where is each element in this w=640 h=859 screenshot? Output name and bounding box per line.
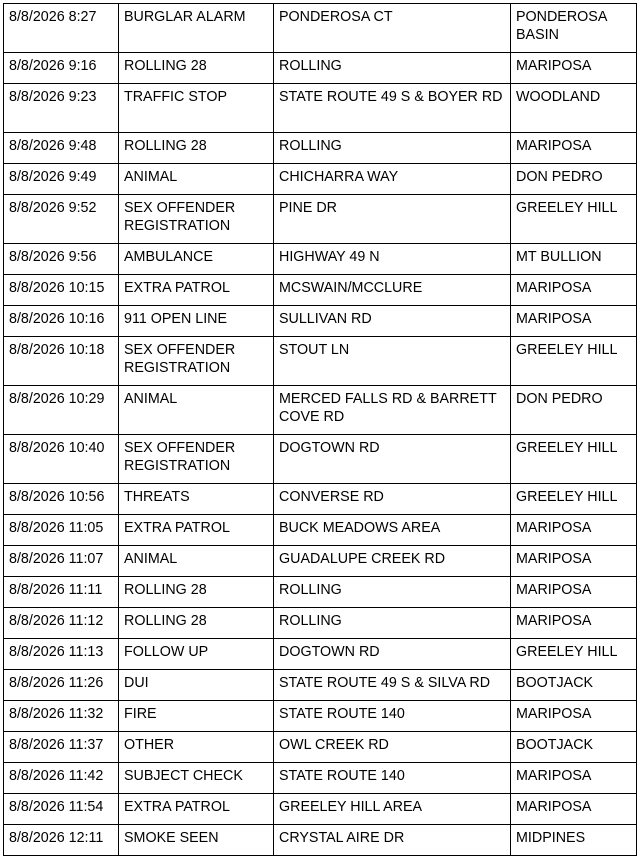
incident-area: MARIPOSA [511, 133, 637, 164]
incident-type: EXTRA PATROL [119, 275, 274, 306]
incident-location: ROLLING [274, 53, 511, 84]
incident-location: PONDEROSA CT [274, 4, 511, 53]
incident-datetime: 8/8/2026 11:37 [4, 732, 119, 763]
incident-location: ROLLING [274, 608, 511, 639]
incident-area: MARIPOSA [511, 701, 637, 732]
table-row [4, 732, 637, 763]
incident-type: ANIMAL [119, 386, 274, 435]
incident-type: 911 OPEN LINE [119, 306, 274, 337]
table-row [4, 386, 637, 435]
incident-datetime: 8/8/2026 10:16 [4, 306, 119, 337]
incident-location: STATE ROUTE 49 S & SILVA RD [274, 670, 511, 701]
table-row [4, 195, 637, 244]
incident-datetime: 8/8/2026 11:12 [4, 608, 119, 639]
incident-type: TRAFFIC STOP [119, 84, 274, 133]
incident-datetime: 8/8/2026 11:05 [4, 515, 119, 546]
table-row [4, 164, 637, 195]
incident-datetime: 8/8/2026 11:54 [4, 794, 119, 825]
incident-location: STOUT LN [274, 337, 511, 386]
incident-datetime: 8/8/2026 10:15 [4, 275, 119, 306]
incident-type: SUBJECT CHECK [119, 763, 274, 794]
incident-type: ANIMAL [119, 546, 274, 577]
incident-area: GREELEY HILL [511, 435, 637, 484]
incident-type: EXTRA PATROL [119, 515, 274, 546]
incident-type: SEX OFFENDER REGISTRATION [119, 435, 274, 484]
incident-type: EXTRA PATROL [119, 794, 274, 825]
incident-area: MARIPOSA [511, 763, 637, 794]
incident-datetime: 8/8/2026 11:13 [4, 639, 119, 670]
incident-location: PINE DR [274, 195, 511, 244]
incident-datetime: 8/8/2026 10:56 [4, 484, 119, 515]
table-row [4, 337, 637, 386]
incident-area: GREELEY HILL [511, 195, 637, 244]
table-row [4, 515, 637, 546]
incident-type: SMOKE SEEN [119, 825, 274, 856]
incident-area: GREELEY HILL [511, 639, 637, 670]
incident-location: BUCK MEADOWS AREA [274, 515, 511, 546]
incident-area: MARIPOSA [511, 794, 637, 825]
incident-location: CHICHARRA WAY [274, 164, 511, 195]
incident-type: SEX OFFENDER REGISTRATION [119, 337, 274, 386]
table-row [4, 763, 637, 794]
table-row [4, 825, 637, 856]
incident-type: THREATS [119, 484, 274, 515]
incident-type: OTHER [119, 732, 274, 763]
incident-datetime: 8/8/2026 9:16 [4, 53, 119, 84]
incident-area: MARIPOSA [511, 306, 637, 337]
incident-area: MARIPOSA [511, 546, 637, 577]
incident-location: GUADALUPE CREEK RD [274, 546, 511, 577]
table-row [4, 435, 637, 484]
incident-datetime: 8/8/2026 11:32 [4, 701, 119, 732]
incident-area: DON PEDRO [511, 164, 637, 195]
table-row [4, 701, 637, 732]
incident-datetime: 8/8/2026 10:18 [4, 337, 119, 386]
table-row [4, 275, 637, 306]
incident-datetime: 8/8/2026 9:49 [4, 164, 119, 195]
table-row [4, 84, 637, 133]
incident-datetime: 8/8/2026 11:07 [4, 546, 119, 577]
incident-type: ANIMAL [119, 164, 274, 195]
incident-area: GREELEY HILL [511, 337, 637, 386]
incident-location: ROLLING [274, 577, 511, 608]
table-row [4, 670, 637, 701]
incident-type: FIRE [119, 701, 274, 732]
table-row [4, 244, 637, 275]
table-row [4, 306, 637, 337]
incident-location: STATE ROUTE 140 [274, 763, 511, 794]
incident-type: ROLLING 28 [119, 577, 274, 608]
incident-location: MCSWAIN/MCCLURE [274, 275, 511, 306]
table-row [4, 4, 637, 53]
incident-datetime: 8/8/2026 11:42 [4, 763, 119, 794]
incident-type: ROLLING 28 [119, 608, 274, 639]
incident-location: ROLLING [274, 133, 511, 164]
incident-area: DON PEDRO [511, 386, 637, 435]
incident-location: OWL CREEK RD [274, 732, 511, 763]
incident-datetime: 8/8/2026 10:29 [4, 386, 119, 435]
incident-location: GREELEY HILL AREA [274, 794, 511, 825]
table-row [4, 484, 637, 515]
incident-datetime: 8/8/2026 9:52 [4, 195, 119, 244]
incident-type: ROLLING 28 [119, 53, 274, 84]
incident-datetime: 8/8/2026 9:48 [4, 133, 119, 164]
incident-location: STATE ROUTE 140 [274, 701, 511, 732]
table-row [4, 133, 637, 164]
incident-location: DOGTOWN RD [274, 435, 511, 484]
incident-type: SEX OFFENDER REGISTRATION [119, 195, 274, 244]
incident-type: DUI [119, 670, 274, 701]
incident-location: CRYSTAL AIRE DR [274, 825, 511, 856]
incident-datetime: 8/8/2026 11:11 [4, 577, 119, 608]
incident-location: SULLIVAN RD [274, 306, 511, 337]
incident-area: MARIPOSA [511, 608, 637, 639]
incident-datetime: 8/8/2026 9:23 [4, 84, 119, 133]
incident-log-body [4, 4, 637, 856]
table-row [4, 577, 637, 608]
incident-area: MARIPOSA [511, 515, 637, 546]
incident-area: WOODLAND [511, 84, 637, 133]
incident-area: MIDPINES [511, 825, 637, 856]
table-row [4, 53, 637, 84]
incident-area: BOOTJACK [511, 670, 637, 701]
incident-type: BURGLAR ALARM [119, 4, 274, 53]
incident-area: BOOTJACK [511, 732, 637, 763]
incident-area: MARIPOSA [511, 53, 637, 84]
table-row [4, 546, 637, 577]
incident-datetime: 8/8/2026 12:11 [4, 825, 119, 856]
incident-area: PONDEROSA BASIN [511, 4, 637, 53]
incident-type: ROLLING 28 [119, 133, 274, 164]
table-row [4, 639, 637, 670]
incident-location: HIGHWAY 49 N [274, 244, 511, 275]
incident-area: MT BULLION [511, 244, 637, 275]
table-row [4, 794, 637, 825]
incident-area: MARIPOSA [511, 275, 637, 306]
incident-location: DOGTOWN RD [274, 639, 511, 670]
incident-area: MARIPOSA [511, 577, 637, 608]
incident-log-table [3, 3, 637, 856]
incident-datetime: 8/8/2026 9:56 [4, 244, 119, 275]
incident-area: GREELEY HILL [511, 484, 637, 515]
incident-datetime: 8/8/2026 11:26 [4, 670, 119, 701]
incident-datetime: 8/8/2026 8:27 [4, 4, 119, 53]
table-row [4, 608, 637, 639]
incident-location: CONVERSE RD [274, 484, 511, 515]
incident-type: AMBULANCE [119, 244, 274, 275]
incident-location: MERCED FALLS RD & BARRETT COVE RD [274, 386, 511, 435]
incident-type: FOLLOW UP [119, 639, 274, 670]
incident-datetime: 8/8/2026 10:40 [4, 435, 119, 484]
incident-location: STATE ROUTE 49 S & BOYER RD [274, 84, 511, 133]
